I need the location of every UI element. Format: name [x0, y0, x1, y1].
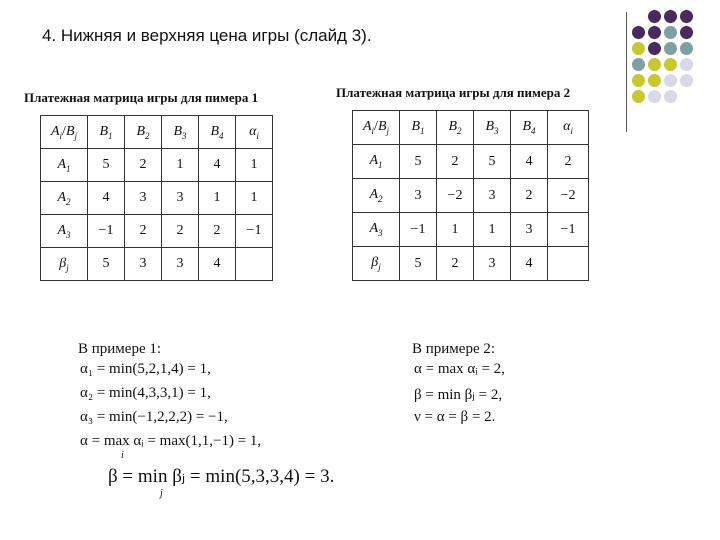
matrix1-cell: 4	[199, 149, 236, 182]
decor-dot	[632, 26, 645, 39]
decor-dot-grid	[632, 10, 695, 105]
matrix2-cell: 3	[474, 179, 511, 213]
example1-heading: В примере 1:	[78, 341, 162, 357]
matrix1-cell: 5	[88, 248, 125, 281]
matrix2-cell: 1	[474, 213, 511, 247]
matrix2-row	[353, 179, 589, 213]
matrix2-cell: 4	[511, 145, 548, 179]
matrix1-cell: 2	[162, 215, 199, 248]
matrix1-header-cell: $A_i/B_j$	[41, 116, 88, 149]
decor-dot	[680, 26, 693, 39]
matrix2-cell: 3	[474, 247, 511, 281]
example1-line-2: α₂ = min(4,3,3,1) = 1,	[80, 385, 211, 401]
decor-dot	[680, 10, 693, 23]
matrix1-cell: 2	[199, 215, 236, 248]
matrix1-cell: 2	[125, 149, 162, 182]
matrix2-header-cell: $B_3$	[474, 111, 511, 145]
decor-dot	[664, 90, 677, 103]
matrix1-row	[41, 149, 273, 182]
example1-line-4-subscript: i	[121, 450, 124, 461]
matrix1-cell: 1	[162, 149, 199, 182]
decor-dot	[664, 42, 677, 55]
matrix2-cell: 1	[437, 213, 474, 247]
matrix2-cell: 2	[437, 247, 474, 281]
matrix1-cell: 2	[125, 215, 162, 248]
example2-line-3: ν = α = β = 2.	[414, 409, 496, 425]
example1-beta-line: β = min βⱼ = min(5,3,3,4) = 3.	[108, 466, 335, 487]
matrix1-cell: $A_2$	[41, 182, 88, 215]
matrix1-cell: 1	[236, 182, 273, 215]
matrix1-cell: 3	[162, 248, 199, 281]
matrix2-cell: 2	[548, 145, 589, 179]
decor-dot	[648, 26, 661, 39]
matrix1-cell: 5	[88, 149, 125, 182]
example2-line-2: β = min βⱼ = 2,	[414, 387, 503, 403]
example1-beta-subscript: j	[160, 488, 163, 499]
matrix2-row	[353, 247, 589, 281]
decor-dot	[632, 90, 645, 103]
matrix1-header-cell: $\alpha_i$	[236, 116, 273, 149]
decor-dot	[680, 74, 693, 87]
matrix2-cell: $A_1$	[353, 145, 400, 179]
matrix1-cell: $\beta_j$	[41, 248, 88, 281]
matrix2-header-cell: $B_4$	[511, 111, 548, 145]
matrix2-header-cell: $B_2$	[437, 111, 474, 145]
matrix1-header-cell: $B_2$	[125, 116, 162, 149]
matrix1-cell: 1	[199, 182, 236, 215]
decor-dot	[648, 74, 661, 87]
decor-dot	[632, 42, 645, 55]
matrix2-cell: −1	[548, 213, 589, 247]
matrix1-cell: 3	[125, 182, 162, 215]
decor-divider	[626, 12, 627, 132]
matrix1-row	[41, 248, 273, 281]
slide-title: 4. Нижняя и верхняя цена игры (слайд 3).	[42, 26, 372, 45]
matrix1-cell: $A_1$	[41, 149, 88, 182]
payoff-matrix-2	[352, 110, 589, 281]
decor-dot	[632, 74, 645, 87]
matrix1-cell: 1	[236, 149, 273, 182]
matrix2-cell: 3	[400, 179, 437, 213]
example1-line-3: α₃ = min(−1,2,2,2) = −1,	[80, 409, 228, 425]
matrix1-header-cell: $B_1$	[88, 116, 125, 149]
matrix2-cell: 3	[511, 213, 548, 247]
decor-dot	[680, 90, 693, 103]
decor-dot	[664, 10, 677, 23]
matrix2-cell	[548, 247, 589, 281]
matrix1-header-cell: $B_4$	[199, 116, 236, 149]
matrix2-row	[353, 213, 589, 247]
matrix1-cell: 4	[88, 182, 125, 215]
matrix2-row	[353, 145, 589, 179]
decor-dot	[664, 74, 677, 87]
decor-dot	[680, 58, 693, 71]
matrix1-cell: 3	[162, 182, 199, 215]
table1-caption: Платежная матрица игры для пимера 1	[24, 90, 259, 105]
matrix2-cell: 2	[437, 145, 474, 179]
decor-dot	[664, 26, 677, 39]
matrix2-cell: $A_3$	[353, 213, 400, 247]
matrix1-header-cell: $B_3$	[162, 116, 199, 149]
decor-dot	[648, 42, 661, 55]
matrix1-row	[41, 182, 273, 215]
decor-dot	[680, 42, 693, 55]
matrix2-header-row	[353, 111, 589, 145]
matrix2-header-cell: $A_i/B_j$	[353, 111, 400, 145]
matrix2-cell: 5	[474, 145, 511, 179]
example2-heading: В примере 2:	[412, 341, 496, 357]
matrix2-cell: 5	[400, 145, 437, 179]
matrix2-cell: $A_2$	[353, 179, 400, 213]
example1-line-4: α = max αᵢ = max(1,1,−1) = 1,	[80, 433, 262, 449]
matrix1-cell: −1	[88, 215, 125, 248]
matrix1-cell: −1	[236, 215, 273, 248]
decor-dot	[664, 58, 677, 71]
example1-line-1: α₁ = min(5,2,1,4) = 1,	[80, 361, 211, 377]
decor-dot	[632, 10, 645, 23]
matrix2-header-cell: $\alpha_i$	[548, 111, 589, 145]
matrix1-cell: 4	[199, 248, 236, 281]
matrix1-header-row	[41, 116, 273, 149]
matrix2-cell: 4	[511, 247, 548, 281]
matrix2-cell: −2	[548, 179, 589, 213]
table2-caption: Платежная матрица игры для пимера 2	[336, 85, 571, 100]
decor-dot	[648, 90, 661, 103]
decor-dot	[648, 10, 661, 23]
example2-line-1: α = max αᵢ = 2,	[414, 361, 505, 377]
payoff-matrix-1	[40, 115, 273, 281]
matrix2-header-cell: $B_1$	[400, 111, 437, 145]
matrix1-cell: $A_3$	[41, 215, 88, 248]
matrix2-cell: −1	[400, 213, 437, 247]
matrix1-row	[41, 215, 273, 248]
matrix2-cell: −2	[437, 179, 474, 213]
matrix1-cell	[236, 248, 273, 281]
matrix2-cell: 5	[400, 247, 437, 281]
matrix2-cell: 2	[511, 179, 548, 213]
matrix2-cell: $\beta_j$	[353, 247, 400, 281]
decor-dot	[632, 58, 645, 71]
matrix1-cell: 3	[125, 248, 162, 281]
decor-dot	[648, 58, 661, 71]
